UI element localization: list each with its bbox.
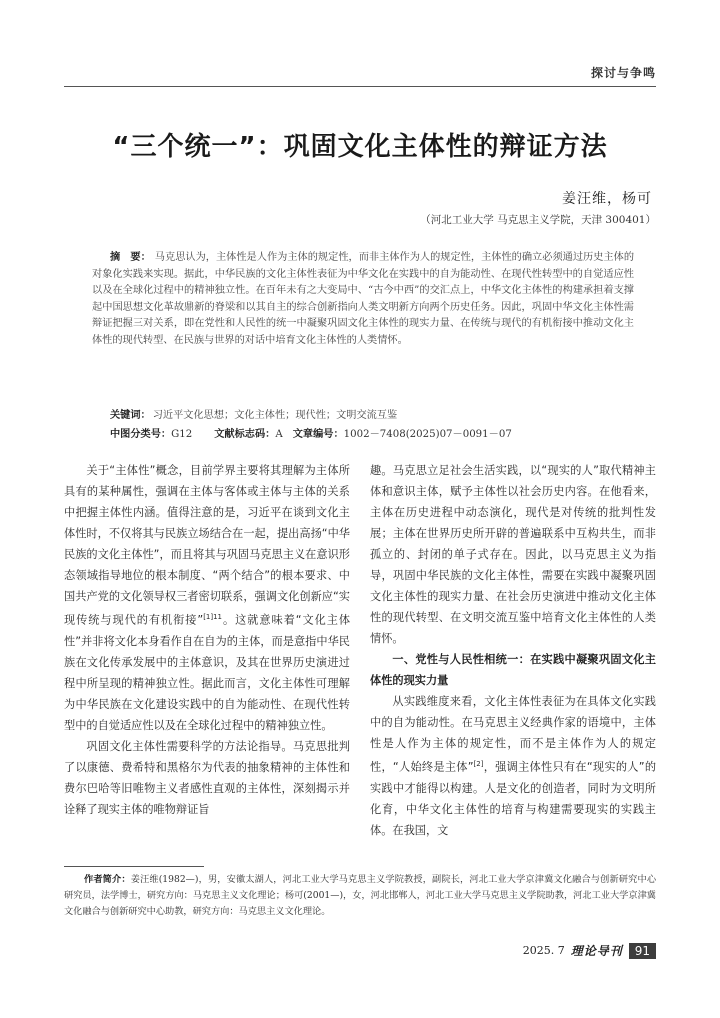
header-rule <box>64 86 656 87</box>
doc-code-label: 文献标志码： <box>214 429 276 440</box>
paragraph <box>370 691 656 841</box>
section-heading: 一、党性与人民性相统一：在实践中凝聚巩固文化主体性的现实力量 <box>370 653 656 687</box>
keywords <box>110 406 397 421</box>
journal-name: 理论导刊 <box>570 944 623 958</box>
clc-value: G12 <box>171 429 193 440</box>
issue-label: 2025. 7 <box>522 944 565 957</box>
author-footnote <box>64 872 656 920</box>
citation-ref: [2] <box>473 760 484 768</box>
classification-meta <box>110 425 512 440</box>
paragraph-text: 从实践维度来看，文化主体性表征为在具体文化实践中的自为能动性。在马克思主义经典作家的语境中，主体性是人作为主体的规定性，而不是主体作为人的规定性，“人始终是主体” <box>370 695 656 774</box>
article-title: “三个统一”：巩固文化主体性的辩证方法 <box>112 132 608 162</box>
footnote-text: 姜汪维(1982—)，男，安徽太湖人，河北工业大学马克思主义学院教授，副院长，河北工业大学京津冀文化融合与创新研究中心研究员，法学博士，研究方向：马克思主义文化理论；杨可(2001—)，女，河北邯郸人，河北工业大学马克思主义学院助教，河北工业大学京津冀文化融合与创新研究中心助教，研究方向：马克思主义文化理论。 <box>64 874 656 917</box>
article-no-value: 1002－7408(2025)07－0091－07 <box>343 429 512 440</box>
paragraph-text: 。这就意味着“文化主体性”并非将文化本身看作自在自为的主体，而是意指中华民族在文化传承发展中的主体意识，及其在世界历史演进过程中所呈现的精神独立性。据此而言，文化主体性可理解为中华民族在文化建设实践中的自为能动性、在现代性转型中的自觉适应性以及在全球化过程中的精神独立性。 <box>64 613 351 732</box>
page-number: 91 <box>629 943 656 959</box>
article-authors: 姜汪维，杨可 <box>562 191 652 207</box>
abstract-label: 摘 要： <box>110 252 151 263</box>
paragraph-text: ，强调主体性只有在“现实的人”的实践中才能得以构建。人是文化的创造者，同时为文明所化育，中华文化主体性的培育与构建需要现实的实践主体。在我国，文 <box>370 760 657 837</box>
clc-label: 中图分类号： <box>110 429 172 440</box>
paragraph-text: 关于“主体性”概念，目前学界主要将其理解为主体所具有的某种属性，强调在主体与客体或主体与主体的关系中把握主体性内涵。值得注意的是，习近平在谈到文化主体性时，不仅将其与民族立场结合在一起，提出高扬“中华民族的文化主体性”，而且将其与巩固马克思主义在意识形态领域指导地位的根本制度、“两个结合”的根本要求、中国共产党的文化领导权三者密切联系，强调文化创新应“实现传统与现代的有机衔接” <box>64 464 350 627</box>
citation-ref: [1]11 <box>203 613 223 621</box>
footnote-label: 作者简介： <box>84 874 131 885</box>
body-column-right <box>370 460 656 841</box>
section-tag: 探讨与争鸣 <box>590 66 656 80</box>
article-no-label: 文章编号： <box>292 429 344 440</box>
abstract <box>92 250 634 349</box>
author-affiliation: （河北工业大学 马克思主义学院，天津 300401） <box>420 214 656 226</box>
keywords-label: 关键词： <box>110 410 151 421</box>
paragraph <box>64 460 350 736</box>
abstract-text: 马克思认为，主体性是人作为主体的规定性，而非主体作为人的规定性，主体性的确立必须通过历史主体的对象化实践来实现。据此，中华民族的文化主体性表征为中华文化在实践中的自为能动性、在现代性转型中的自觉适应性以及在全球化过程中的精神独立性。在百年未有之大变局中、“古今中西”的交汇点上，中华文化主体性的构建承担着支撑起中国思想文化革故鼎新的脊梁和以其自主的综合创新指向人类文明新方向两个历史任务。因此，巩固中华文化主体性需辩证把握三对关系，即在党性和人民性的统一中凝聚巩固文化主体性的现实力量、在传统与现代的有机衔接中推动文化主体性的现代转型、在民族与世界的对话中培育文化主体性的人类情怀。 <box>92 252 635 346</box>
page-footer <box>523 942 656 959</box>
paragraph: 巩固文化主体性需要科学的方法论指导。马克思批判了以康德、费希特和黑格尔为代表的抽象精神的主体性和费尔巴哈等旧唯物主义者感性直观的主体性，深刻揭示并诠释了现实主体的唯物辩证旨 <box>64 739 350 816</box>
body-column-left <box>64 460 350 820</box>
footnote-rule <box>64 866 204 867</box>
doc-code-value: A <box>275 429 283 440</box>
keywords-text: 习近平文化思想；文化主体性；现代性；文明交流互鉴 <box>152 410 398 421</box>
paragraph: 趣。马克思立足社会生活实践，以“现实的人”取代精神主体和意识主体，赋予主体性以社会历史内容。在他看来，主体在历史进程中动态演化，现代是对传统的批判性发展；主体在世界历史所开辟的普遍联系中互构共生，而非孤立的、封闭的单子式存在。因此，以马克思主义为指导，巩固中华民族的文化主体性，需要在实践中凝聚巩固文化主体性的现实力量、在社会历史演进中推动文化主体性的现代转型、在文明交流互鉴中培育文化主体性的人类情怀。 <box>370 464 656 645</box>
